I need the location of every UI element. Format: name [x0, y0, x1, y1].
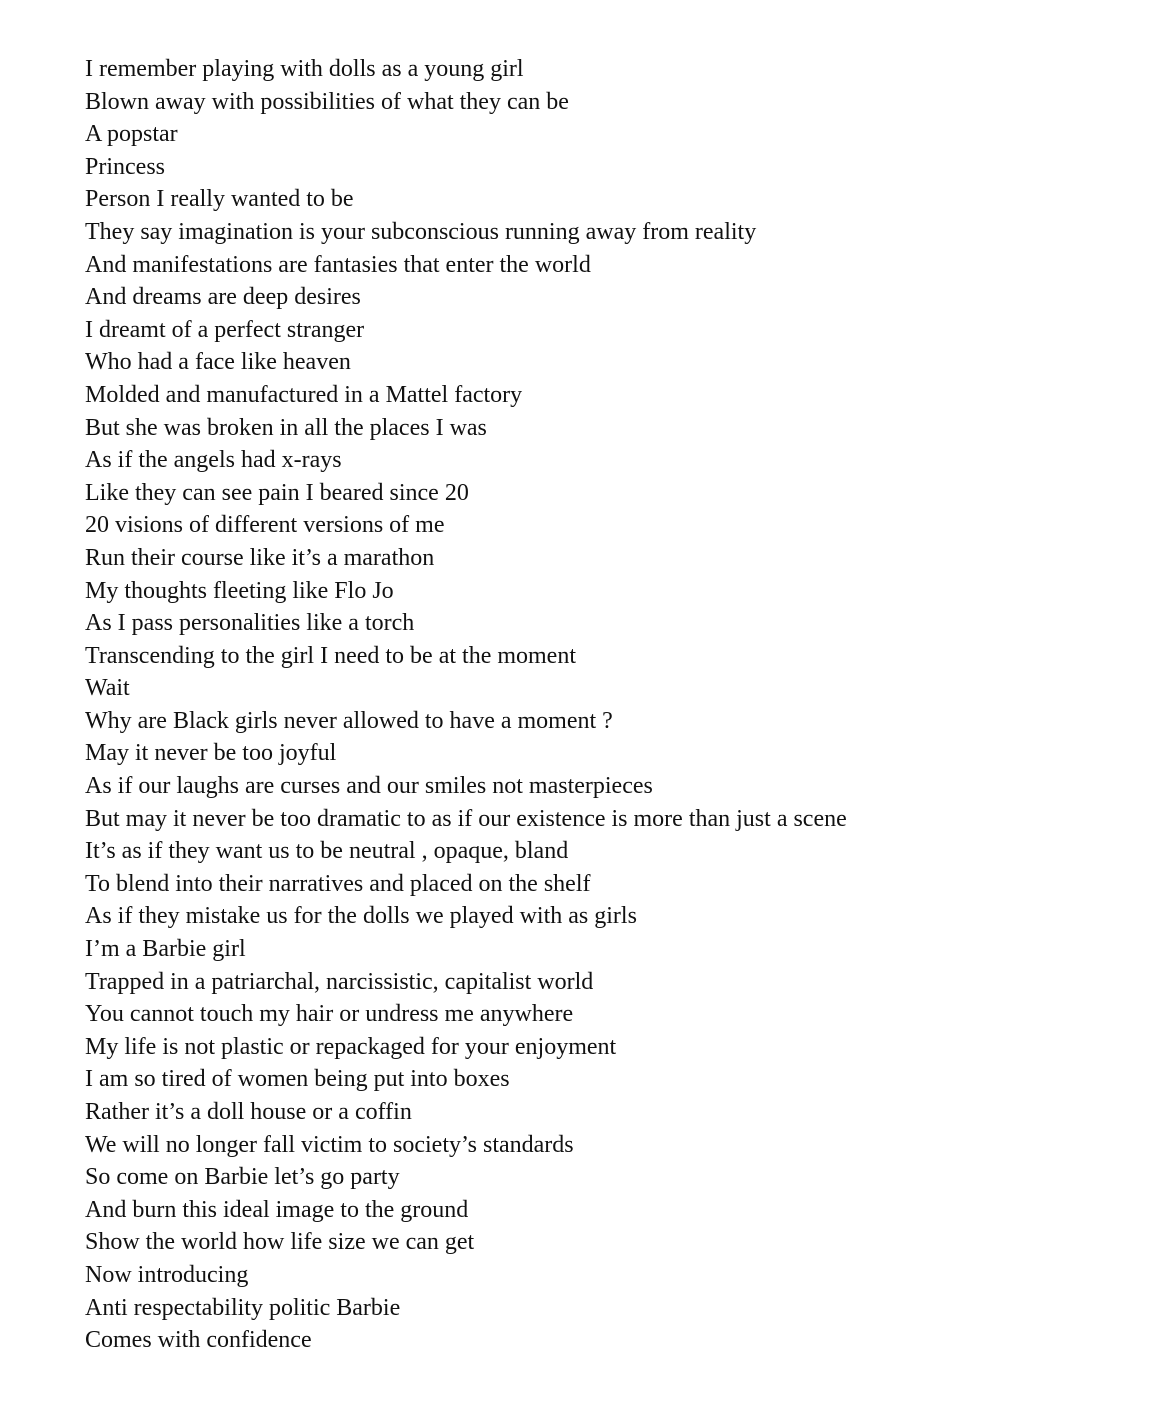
poem-line: So come on Barbie let’s go party	[85, 1164, 400, 1191]
poem-line: Princess	[85, 153, 165, 180]
poem-line: And burn this ideal image to the ground	[85, 1196, 469, 1223]
poem-line: As I pass personalities like a torch	[85, 610, 415, 637]
poem-line: Person I really wanted to be	[85, 186, 354, 213]
poem-line: Now introducing	[85, 1261, 249, 1288]
poem-line: Anti respectability politic Barbie	[85, 1294, 401, 1321]
poem-line: But may it never be too dramatic to as if our existence is more than just a scene	[85, 805, 847, 832]
poem-line: Wait	[85, 675, 130, 702]
poem-line: Show the world how life size we can get	[85, 1229, 475, 1256]
poem-text	[85, 53, 847, 1357]
poem-line: Who had a face like heaven	[85, 349, 351, 376]
poem-line: 20 visions of different versions of me	[85, 512, 445, 539]
poem-line: I dreamt of a perfect stranger	[85, 316, 365, 343]
poem-line: Blown away with possibilities of what they can be	[85, 88, 569, 115]
poem-line: And manifestations are fantasies that enter the world	[85, 251, 591, 278]
poem-line: Transcending to the girl I need to be at the moment	[85, 642, 577, 669]
poem-line: Run their course like it’s a marathon	[85, 544, 435, 571]
poem-line: To blend into their narratives and placed on the shelf	[85, 870, 591, 897]
poem-line: You cannot touch my hair or undress me anywhere	[85, 1001, 574, 1028]
poem-line: As if the angels had x-rays	[85, 447, 342, 474]
poem-line: Like they can see pain I beared since 20	[85, 479, 469, 506]
poem-line: We will no longer fall victim to society’s standards	[85, 1131, 574, 1158]
poem-line: A popstar	[85, 121, 178, 148]
poem-line: And dreams are deep desires	[85, 284, 361, 311]
poem-line: Trapped in a patriarchal, narcissistic, capitalist world	[85, 968, 594, 995]
poem-line: They say imagination is your subconscious running away from reality	[85, 218, 757, 245]
poem-line: I am so tired of women being put into boxes	[85, 1066, 510, 1093]
poem-line: It’s as if they want us to be neutral , opaque, bland	[85, 838, 569, 865]
poem-line: May it never be too joyful	[85, 740, 337, 767]
poem-line: Rather it’s a doll house or a coffin	[85, 1099, 412, 1125]
poem-line: As if they mistake us for the dolls we played with as girls	[85, 903, 637, 930]
poem-line: I’m a Barbie girl	[85, 936, 246, 963]
poem-line: As if our laughs are curses and our smiles not masterpieces	[85, 773, 653, 800]
poem-line: My life is not plastic or repackaged for your enjoyment	[85, 1033, 617, 1060]
poem-line: Molded and manufactured in a Mattel factory	[85, 381, 523, 408]
poem-line: But she was broken in all the places I was	[85, 414, 487, 441]
poem-line: Comes with confidence	[85, 1327, 312, 1354]
poem-line: Why are Black girls never allowed to have a moment ?	[85, 707, 613, 734]
poem-line: My thoughts fleeting like Flo Jo	[85, 577, 394, 604]
poem-line: I remember playing with dolls as a young girl	[85, 56, 524, 82]
